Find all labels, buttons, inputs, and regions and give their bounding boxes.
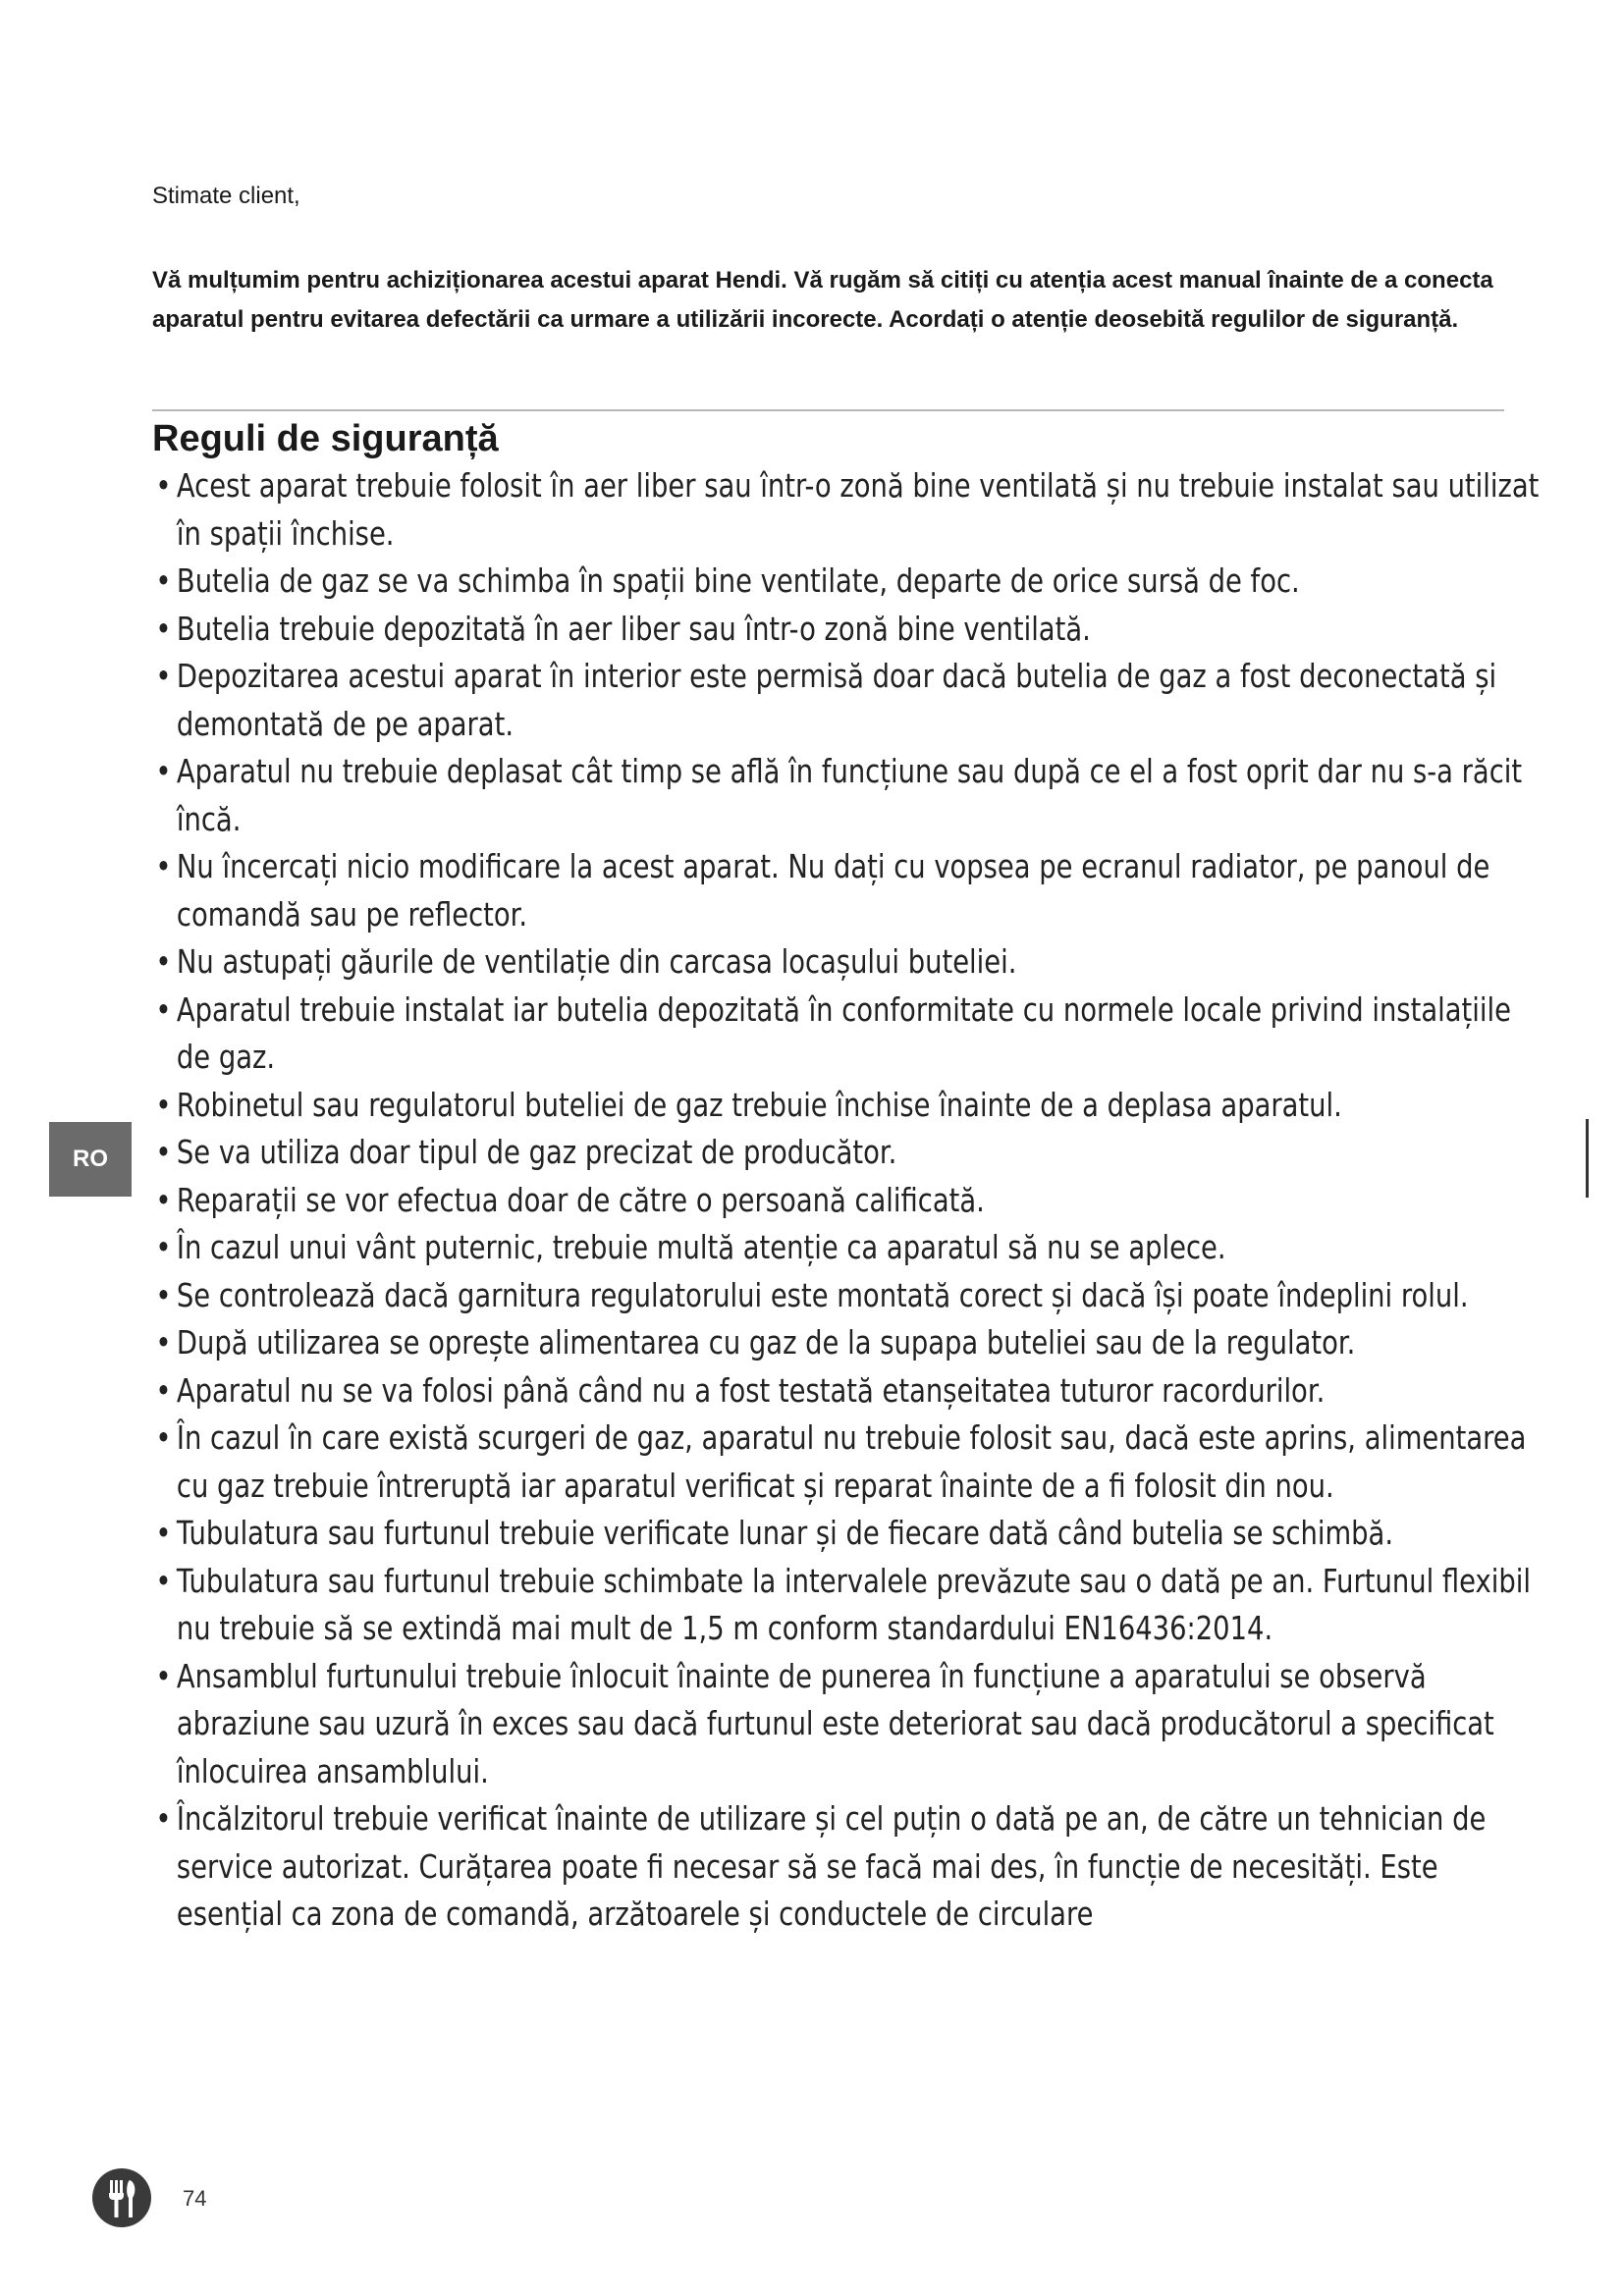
list-item: • Tubulatura sau furtunul trebuie verificate lunar și de fiecare dată când butelia se schimbă. (152, 1510, 1550, 1558)
list-item: • Ansamblul furtunului trebuie înlocuit înainte de punerea în funcțiune a aparatului se observă abraziune sau uzură în exces sau dacă furtunul este deteriorat sau dacă producătorul a specificat înlocuirea ansamblului. (152, 1653, 1550, 1796)
section-divider (152, 409, 1504, 411)
page-number: 74 (183, 2186, 207, 2211)
list-item: • Se controlează dacă garnitura regulatorului este montată corect și dacă își poate îndeplini rolul. (152, 1272, 1550, 1320)
list-item: • În cazul în care există scurgeri de gaz, aparatul nu trebuie folosit sau, dacă este aprins, alimentarea cu gaz trebuie întreruptă iar aparatul verificat și reparat înainte de a fi folosit din nou. (152, 1415, 1550, 1510)
greeting: Stimate client, (152, 183, 300, 209)
list-item: • După utilizarea se oprește alimentarea cu gaz de la supapa buteliei sau de la regulator. (152, 1319, 1550, 1367)
list-item: • Aparatul nu se va folosi până când nu a fost testată etanșeitatea tuturor racordurilor. (152, 1367, 1550, 1415)
intro-paragraph: Vă mulțumim pentru achiziționarea acestui aparat Hendi. Vă rugăm să citiți cu atenția acest manual înainte de a conecta aparatul pentru evitarea defectării ca urmare a utilizării incorecte. Acordați o atenție deosebită regulilor de siguranță. (152, 267, 1493, 333)
list-item: • În cazul unui vânt puternic, trebuie multă atenție ca aparatul să nu se aplece. (152, 1224, 1550, 1272)
list-item: • Reparații se vor efectua doar de către o persoană calificată. (152, 1177, 1550, 1225)
list-item: • Aparatul nu trebuie deplasat cât timp se află în funcțiune sau după ce el a fost oprit dar nu s-a răcit încă. (152, 748, 1550, 843)
list-item: • Butelia de gaz se va schimba în spații bine ventilate, departe de orice sursă de foc. (152, 558, 1550, 606)
list-item: • Robinetul sau regulatorul buteliei de gaz trebuie închise înainte de a deplasa aparatul. (152, 1082, 1550, 1130)
list-item: • Acest aparat trebuie folosit în aer liber sau într-o zonă bine ventilată și nu trebuie instalat sau utilizat în spații închise. (152, 462, 1550, 558)
list-item: • Tubulatura sau furtunul trebuie schimbate la intervalele prevăzute sau o dată pe an. Furtunul flexibil nu trebuie să se extindă mai mult de 1,5 m conform standardului EN16436:2014. (152, 1558, 1550, 1653)
section-title: Reguli de siguranță (152, 418, 499, 459)
language-tab: RO (49, 1122, 132, 1197)
list-item: • Aparatul trebuie instalat iar butelia depozitată în conformitate cu normele locale privind instalațiile de gaz. (152, 987, 1550, 1082)
list-item: • Încălzitorul trebuie verificat înainte de utilizare și cel puțin o dată pe an, de către un tehnician de service autorizat. Curățarea poate fi necesar să se facă mai des, în funcție de necesități. Este esențial ca zona de comandă, arzătoarele și conductele de circulare (152, 1795, 1550, 1939)
list-item: • Nu astupați găurile de ventilație din carcasa locașului buteliei. (152, 938, 1550, 987)
side-marker (1586, 1119, 1589, 1198)
list-item: • Butelia trebuie depozitată în aer liber sau într-o zonă bine ventilată. (152, 606, 1550, 654)
safety-rules-list (152, 462, 1540, 1939)
list-item: • Nu încercați nicio modificare la acest aparat. Nu dați cu vopsea pe ecranul radiator, pe panoul de comandă sau pe reflector. (152, 843, 1550, 938)
list-item: • Depozitarea acestui aparat în interior este permisă doar dacă butelia de gaz a fost deconectată și demontată de pe aparat. (152, 653, 1550, 748)
list-item: • Se va utiliza doar tipul de gaz precizat de producător. (152, 1129, 1550, 1177)
hendi-utensils-logo-icon (90, 2166, 153, 2229)
